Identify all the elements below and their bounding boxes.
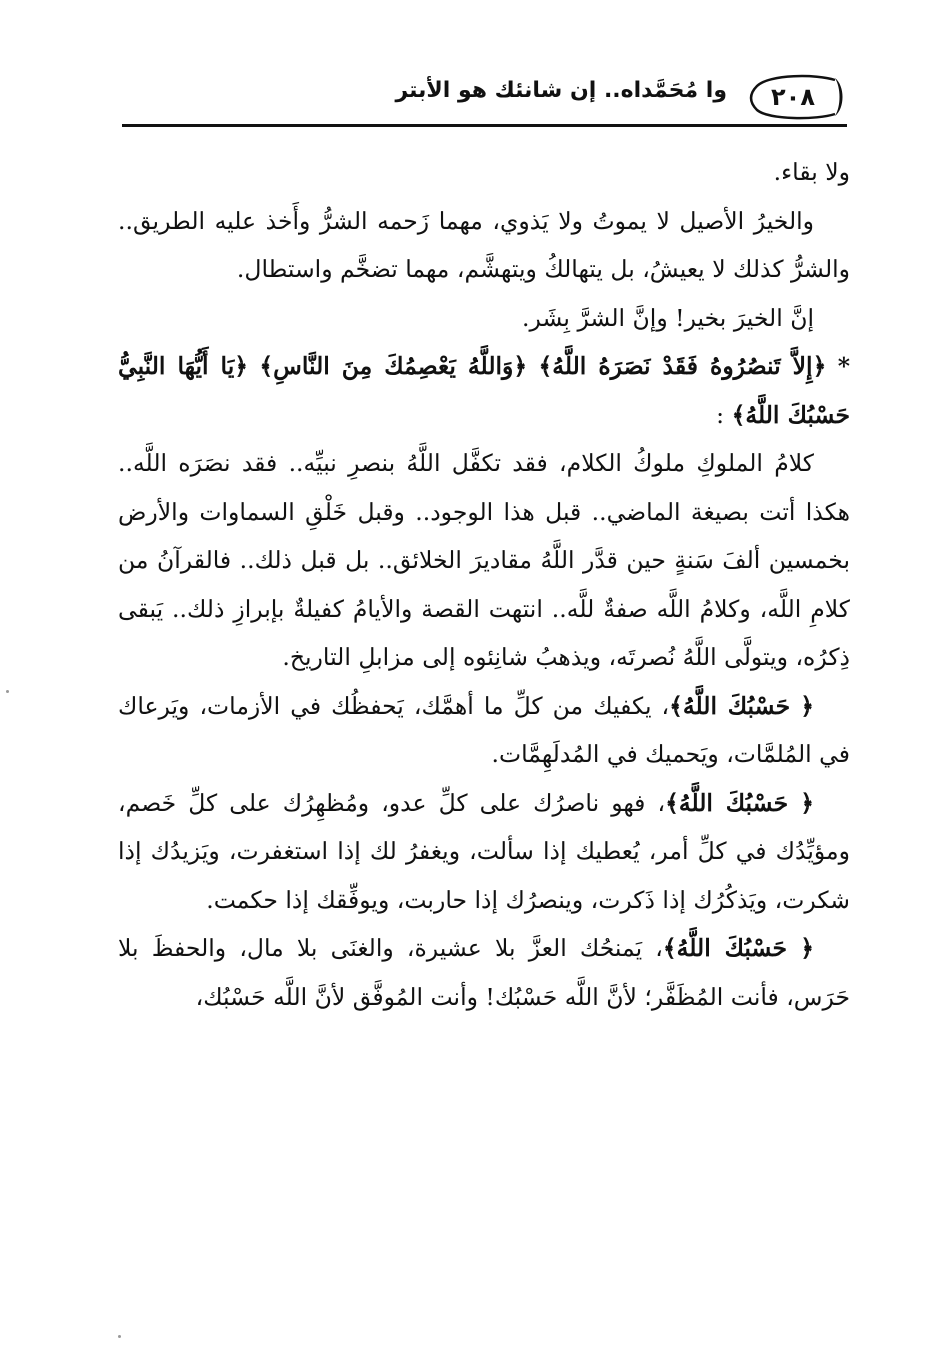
ornate-bracket-open: ﴿ (800, 788, 815, 817)
quran-phrase: حَسْبُكَ اللَّهُ (678, 788, 789, 817)
scan-speck (118, 1335, 121, 1338)
paragraph-7 (118, 779, 850, 925)
ornate-bracket-close: ﴾ (662, 934, 677, 962)
paragraph-text: ، يكفيك من كلِّ ما أهمَّك، يَحفظُك في الأزمات، ويَرعاك في المُلمَّات، ويَحميك في المُدلَهِمَّات. (118, 691, 850, 768)
ornate-bracket-close: ﴾ (731, 400, 746, 429)
ornate-bracket-close: ﴾ (259, 352, 274, 380)
paragraph-4-quranic (118, 342, 850, 439)
running-title: وا مُحَمَّداه.. إن شانئك هو الأبتر (395, 78, 727, 103)
quran-phrase: حَسْبُكَ اللَّهُ (682, 691, 791, 720)
ornate-bracket-close: ﴾ (538, 352, 553, 380)
ornate-bracket-open: ﴿ (800, 691, 814, 720)
paragraph-8 (118, 924, 850, 1021)
paragraph-text: ، يَمنحُك العزَّ بلا عشيرة، والغنَى بلا مال، والحفظَ بلا حَرَس، فأنت المُظَفَّر؛ لأنَّ اللَّه حَسْبُك! وأنت المُوفَّق لأنَّ اللَّه حَسْبُك، (118, 934, 850, 1011)
ornate-bracket-close: ﴾ (665, 788, 679, 817)
ornate-bracket-open: ﴿ (513, 352, 528, 380)
paragraph-3: إنَّ الخيرَ بخير! وإنَّ الشرَّ بِشَر. (522, 303, 814, 332)
scan-speck (6, 690, 9, 693)
quran-verse: إِلاَّ تَنصُرُوهُ فَقَدْ نَصَرَهُ اللَّهُ (552, 352, 813, 380)
page-body (118, 148, 850, 1021)
paragraph-2: والخيرُ الأصيل لا يموتُ ولا يَذوي، مهما زَحمه الشرُّ وأَخذ عليه الطريق.. والشرُّ كذلك لا يعيشُ، بل يتهالكُ ويتهشَّم، مهما تضخَّم واستطال. (118, 206, 850, 283)
colon: : (716, 400, 725, 429)
ornate-bracket-close: ﴾ (669, 691, 683, 720)
paragraph-6 (118, 682, 850, 779)
header-rule (122, 124, 847, 127)
paragraph-text: ، فهو ناصرُك على كلِّ عدو، ومُظهِرُك على كلِّ خَصم، ومؤيِّدُك في كلِّ أمر، يُعطيك إذا سألت، ويغفرُ لك إذا استغفرت، ويَزيدُك إذا شكرت، ويَذكُرُك إذا ذَكرت، وينصرُك إذا حاربت، ويوفِّقك إذا حكمت. (118, 788, 850, 914)
bullet-marker: * (837, 352, 850, 380)
ornate-bracket-open: ﴿ (234, 352, 249, 380)
page-header (122, 62, 847, 130)
quran-verse: يَا أَيُّهَا النَّبِيُّ حَسْبُكَ اللَّهُ (118, 352, 850, 429)
quran-phrase: حَسْبُكَ اللَّهُ (676, 934, 788, 962)
page-number: ٢٠٨ (771, 83, 815, 111)
paragraph-1: ولا بقاء. (773, 158, 850, 186)
page-number-badge (747, 72, 847, 122)
paragraph-5: كلامُ الملوكِ ملوكُ الكلام، فقد تكفَّل اللَّهُ بنصرِ نبيِّه.. فقد نصَرَه اللَّه.. هكذا أتت بصيغة الماضي.. قبل هذا الوجود.. وقبل خَلْقِ السماوات والأرض بخمسين ألفَ سَنةٍ حين قدَّر اللَّهُ مقاديرَ الخلائق.. بل قبل ذلك.. فالقرآنُ من كلامِ اللَّه، وكلامُ اللَّه صفةٌ للَّه.. انتهت القصة والأيامُ كفيلةٌ بإبرازِ ذلك.. يَبقى ذِكرُه، ويتولَّى اللَّهُ نُصرتَه، ويذهبُ شانِئوه إلى مزابلِ التاريخ. (118, 449, 850, 671)
quran-verse: وَاللَّهُ يَعْصِمُكَ مِنَ النَّاسِ (273, 352, 514, 380)
ornate-bracket-open: ﴿ (812, 352, 827, 380)
ornate-bracket-open: ﴿ (800, 934, 814, 962)
